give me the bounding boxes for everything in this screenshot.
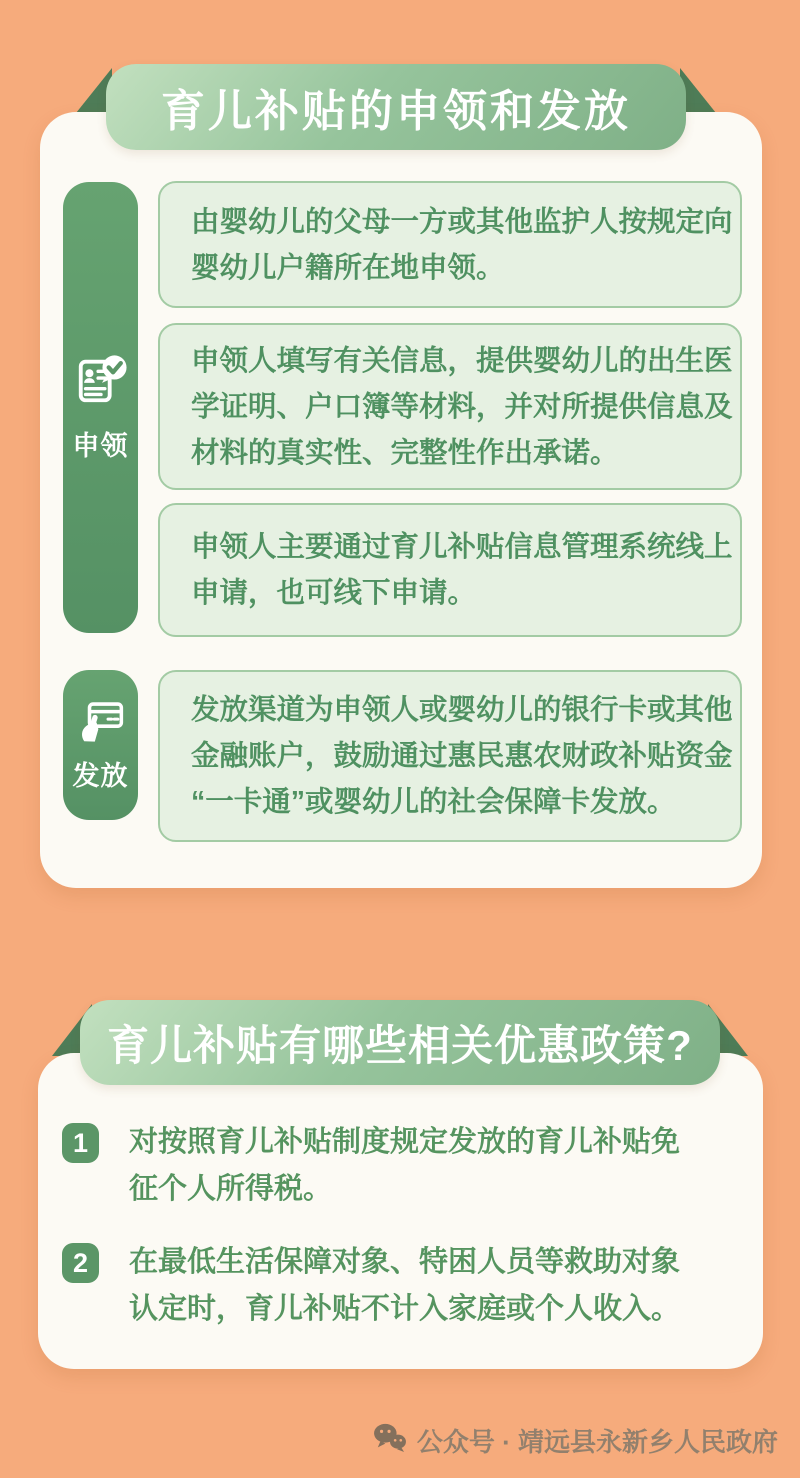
info-box-text-line: 材料的真实性、完整性作出承诺。 — [191, 436, 619, 469]
info-box-text-line: “一卡通”或婴幼儿的社会保障卡发放。 — [191, 786, 676, 818]
policy-text-line: 对按照育儿补贴制度规定发放的育儿补贴免 — [129, 1126, 681, 1158]
info-box-text-line: 申领人填写有关信息，提供婴幼儿的出生医 — [191, 344, 733, 377]
footer-account-label: 公众号 · 靖远县永新乡人民政府 — [416, 1427, 778, 1457]
policy-item-text — [129, 1119, 680, 1213]
grant-pill-label: 发放 — [72, 761, 129, 791]
card-hand-icon — [76, 697, 126, 748]
policy-item-number-badge: 1 — [62, 1123, 99, 1163]
banner-title: 育儿补贴有哪些相关优惠政策? — [107, 1021, 693, 1069]
apply-info-box-1 — [158, 181, 742, 308]
policy-text-line: 在最低生活保障对象、特困人员等救助对象 — [129, 1246, 681, 1278]
info-box-text-line: 金融账户，鼓励通过惠民惠农财政补贴资金 — [191, 740, 733, 772]
apply-pill-label: 申领 — [72, 430, 129, 461]
info-box-text-line: 发放渠道为申领人或婴幼儿的银行卡或其他 — [191, 694, 733, 726]
footer — [373, 1422, 778, 1459]
application-distribution-banner — [106, 64, 686, 150]
grant-pill — [63, 670, 138, 820]
apply-pill — [63, 182, 138, 633]
info-box-text-line: 申请，也可线下申请。 — [191, 577, 477, 609]
document-check-icon — [74, 353, 128, 412]
policy-question-banner — [80, 1000, 720, 1085]
info-box-text-line: 由婴幼儿的父母一方或其他监护人按规定向 — [191, 205, 733, 238]
banner-title: 育儿补贴的申领和发放 — [161, 87, 631, 136]
grant-info-box — [158, 670, 742, 842]
info-box-text-line: 学证明、户口簿等材料，并对所提供信息及 — [191, 390, 733, 423]
info-box-text-line: 婴幼儿户籍所在地申领。 — [191, 251, 505, 284]
wechat-icon — [373, 1422, 407, 1459]
ribbon-fold-right — [680, 68, 720, 118]
info-box-text-line: 申领人主要通过育儿补贴信息管理系统线上 — [191, 531, 733, 563]
policy-text-line: 认定时，育儿补贴不计入家庭或个人收入。 — [129, 1293, 681, 1325]
policy-item-number-badge: 2 — [62, 1243, 99, 1283]
policy-item-text — [129, 1239, 680, 1333]
apply-info-box-3 — [158, 503, 742, 637]
apply-info-box-2 — [158, 323, 742, 490]
policy-text-line: 征个人所得税。 — [129, 1173, 333, 1205]
policy-item-1 — [62, 1119, 680, 1213]
policy-item-2 — [62, 1239, 680, 1333]
